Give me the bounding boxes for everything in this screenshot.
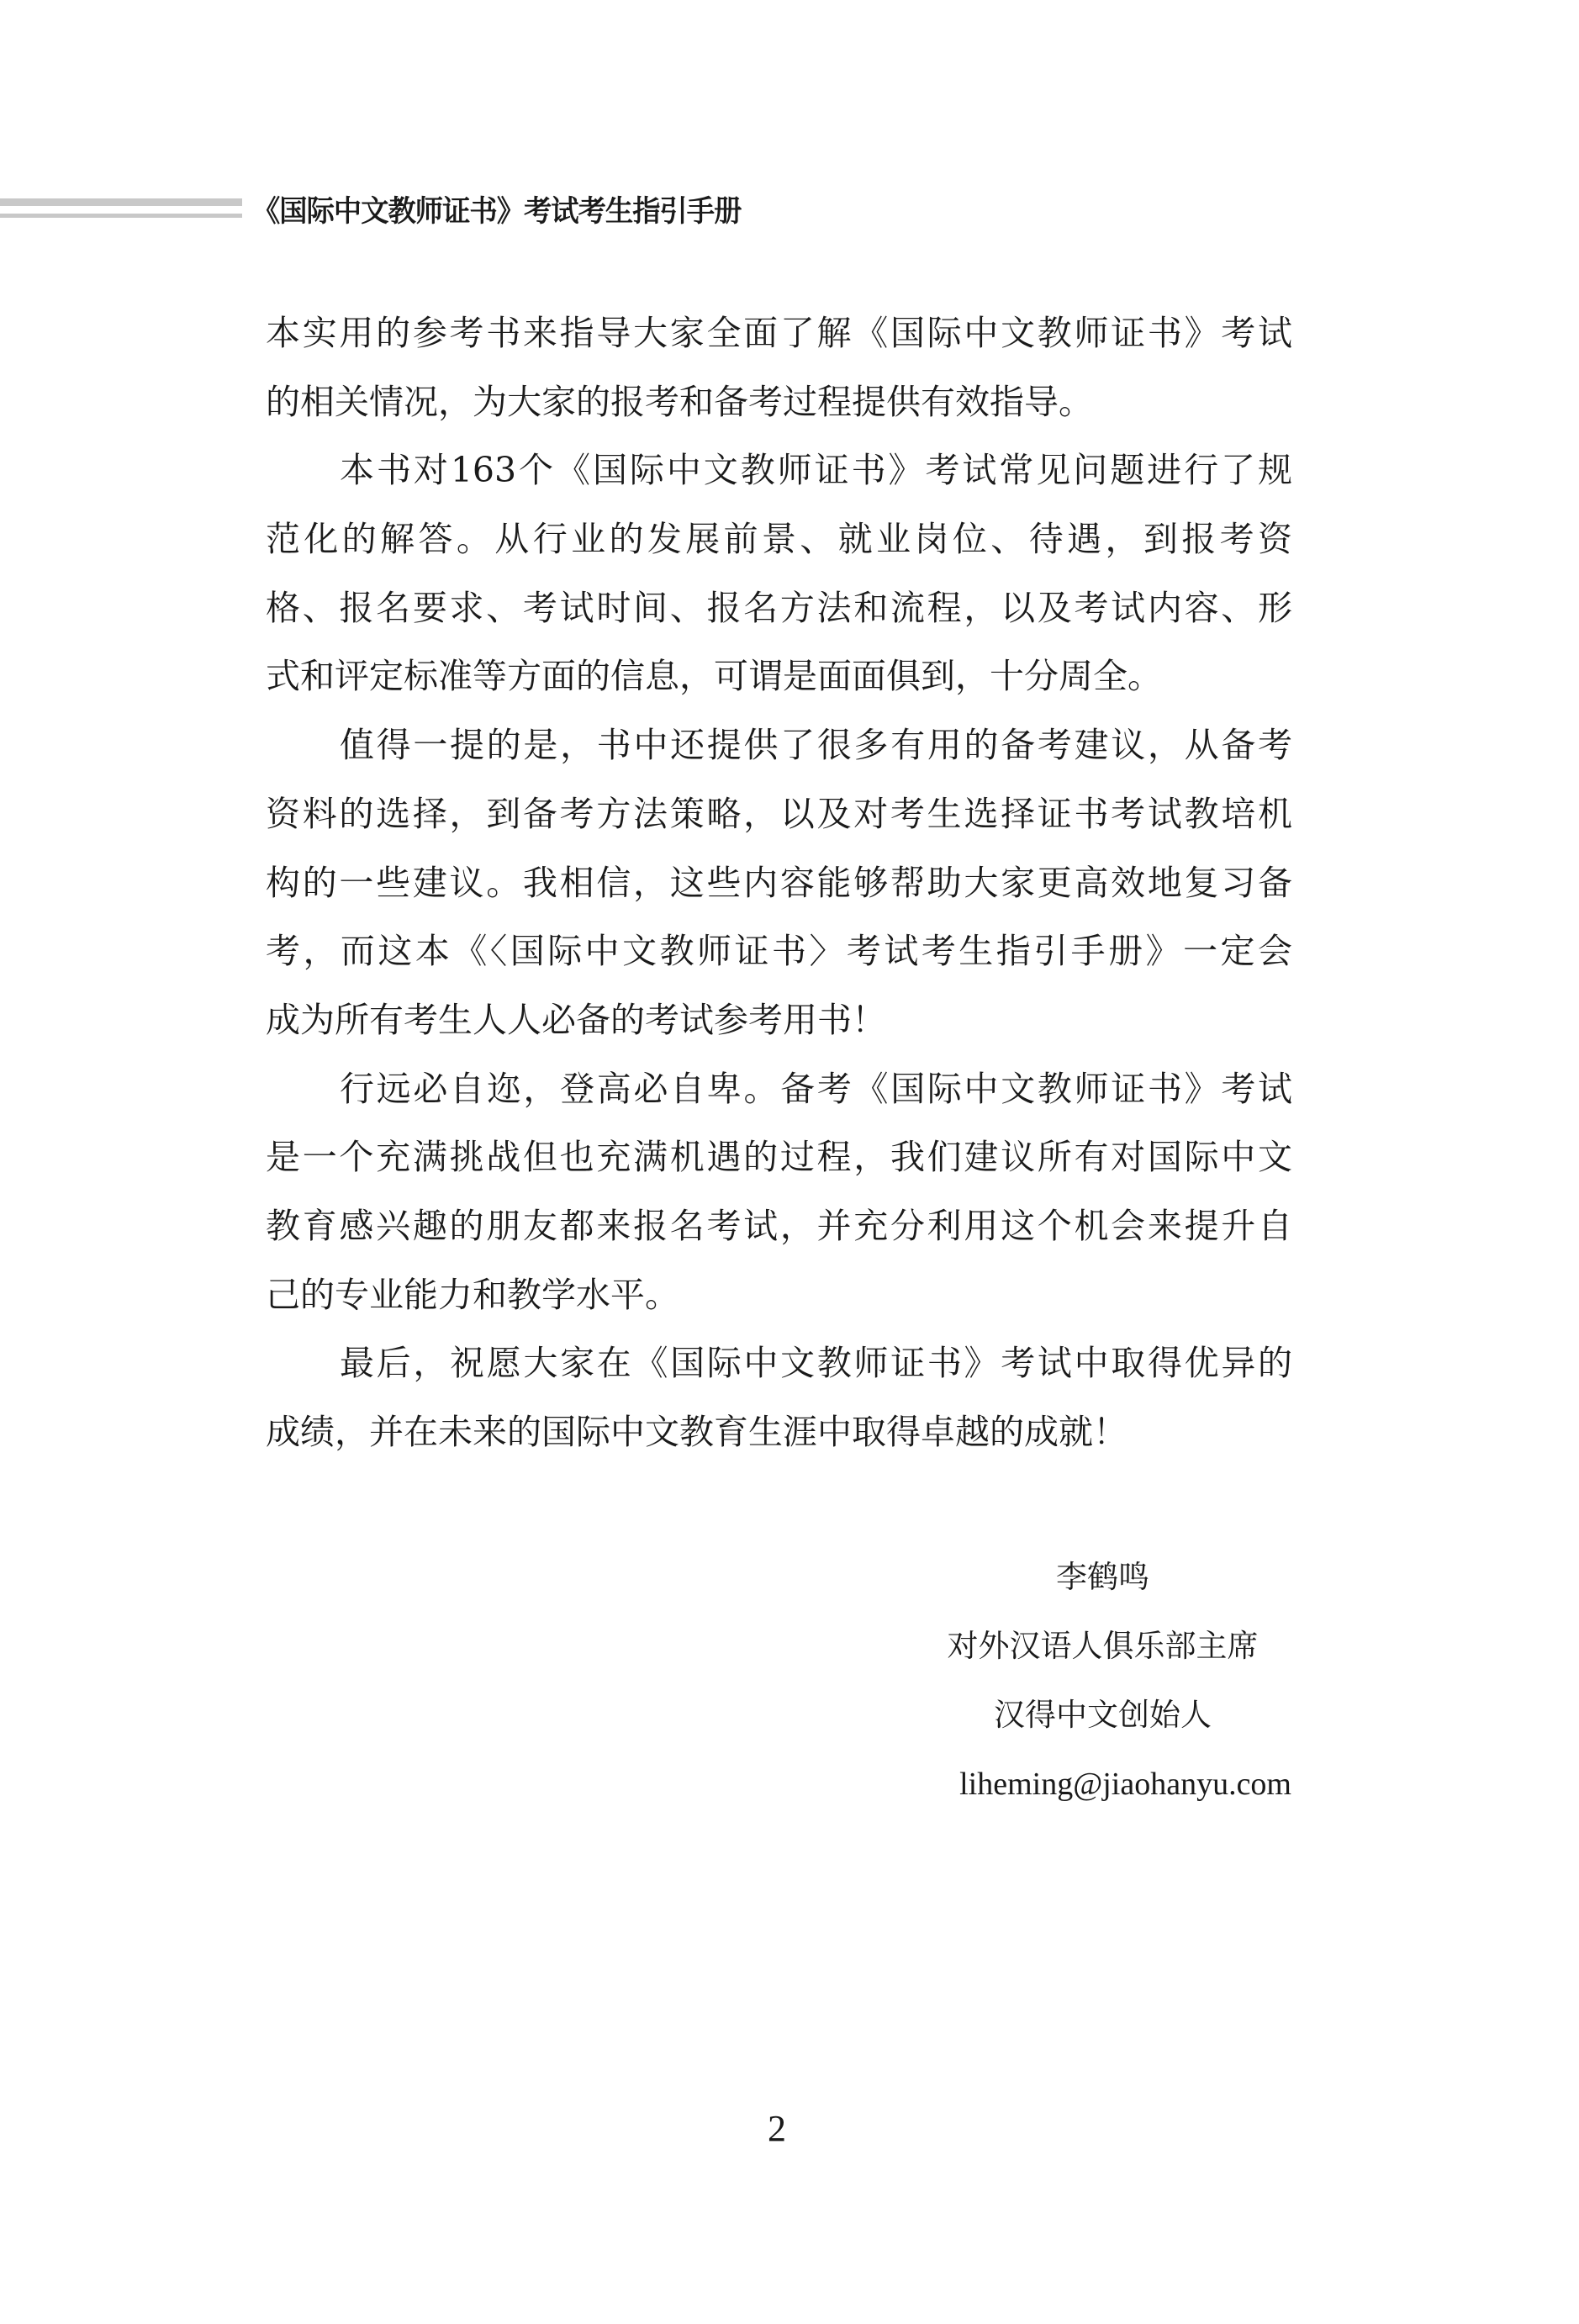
paragraph-line: 式和评定标准等方面的信息，可谓是面面俱到，十分周全。 bbox=[266, 656, 1162, 697]
author-role: 汉得中文创始人 bbox=[994, 1697, 1212, 1733]
paragraph-line: 己的专业能力和教学水平。 bbox=[266, 1274, 679, 1315]
author-email[interactable]: liheming@jiaohanyu.com bbox=[959, 1767, 1291, 1802]
paragraph-line: 格、报名要求、考试时间、报名方法和流程，以及考试内容、形 bbox=[266, 587, 1292, 628]
paragraph-line: 考，而这本《〈国际中文教师证书〉考试考生指引手册》一定会 bbox=[266, 931, 1292, 972]
author-name: 李鹤鸣 bbox=[1056, 1559, 1149, 1595]
header-rule-thick bbox=[0, 198, 242, 206]
header-rule-thin bbox=[0, 214, 242, 218]
paragraph-line: 行远必自迩，登高必自卑。备考《国际中文教师证书》考试 bbox=[340, 1068, 1292, 1109]
page-number: 2 bbox=[768, 2108, 786, 2149]
paragraph-line: 本实用的参考书来指导大家全面了解《国际中文教师证书》考试 bbox=[266, 313, 1292, 353]
running-header: 《国际中文教师证书》考试考生指引手册 bbox=[252, 195, 742, 229]
paragraph-line: 本书对163个《国际中文教师证书》考试常见问题进行了规 bbox=[340, 450, 1292, 491]
paragraph-line: 成绩，并在未来的国际中文教育生涯中取得卓越的成就！ bbox=[266, 1412, 1127, 1452]
paragraph-line: 是一个充满挑战但也充满机遇的过程，我们建议所有对国际中文 bbox=[266, 1137, 1292, 1178]
author-title: 对外汉语人俱乐部主席 bbox=[947, 1628, 1259, 1664]
paragraph-line: 成为所有考生人人必备的考试参考用书！ bbox=[266, 999, 886, 1040]
paragraph-line: 范化的解答。从行业的发展前景、就业岗位、待遇，到报考资 bbox=[266, 519, 1292, 560]
paragraph-line: 教育感兴趣的朋友都来报名考试，并充分利用这个机会来提升自 bbox=[266, 1205, 1292, 1246]
paragraph-line: 构的一些建议。我相信，这些内容能够帮助大家更高效地复习备 bbox=[266, 862, 1292, 903]
paragraph-line: 最后，祝愿大家在《国际中文教师证书》考试中取得优异的 bbox=[340, 1343, 1292, 1384]
body-text bbox=[266, 308, 1292, 1476]
signature-block bbox=[914, 1554, 1291, 1830]
paragraph-line: 资料的选择，到备考方法策略，以及对考生选择证书考试教培机 bbox=[266, 793, 1292, 834]
paragraph-line: 的相关情况，为大家的报考和备考过程提供有效指导。 bbox=[266, 381, 1093, 422]
paragraph-line: 值得一提的是，书中还提供了很多有用的备考建议，从备考 bbox=[340, 725, 1292, 766]
